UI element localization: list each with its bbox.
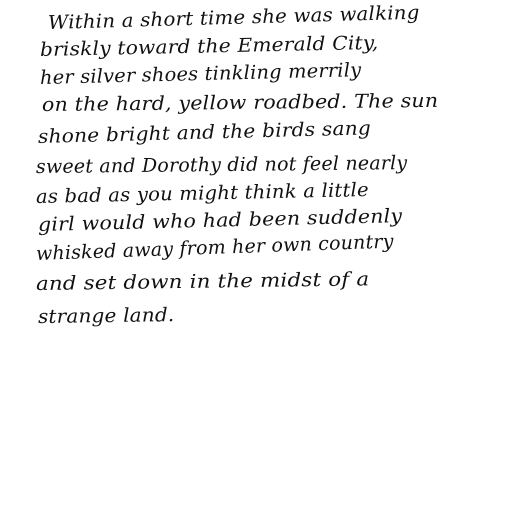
handwritten-line-6: sweet and Dorothy did not feel nearly — [35, 152, 408, 178]
handwritten-line-4: on the hard, yellow roadbed. The sun — [41, 89, 439, 116]
handwritten-line-3: her silver shoes tinkling merrily — [39, 59, 362, 89]
handwritten-line-8: girl would who had been suddenly — [37, 205, 403, 236]
handwritten-line-9: whisked away from her own country — [35, 230, 394, 265]
handwritten-line-5: shone bright and the birds sang — [37, 117, 372, 148]
handwritten-line-7: as bad as you might think a little — [35, 179, 370, 208]
handwritten-line-2: briskly toward the Emerald City, — [39, 31, 379, 61]
handwritten-line-10: and set down in the midst of a — [35, 268, 370, 295]
handwritten-line-11: strange land. — [37, 304, 175, 328]
handwritten-line-1: Within a short time she was walking — [47, 1, 420, 34]
